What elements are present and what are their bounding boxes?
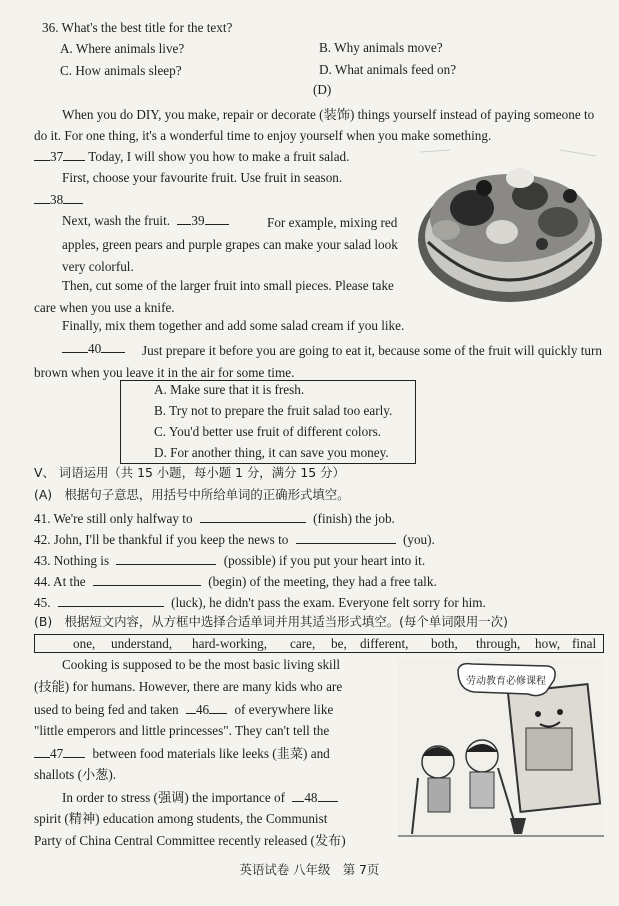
- q43-text-b: (possible) if you put your heart into it.: [223, 553, 426, 568]
- word-4: care,: [290, 636, 316, 651]
- paragraph-mixing: For example, mixing red apples, green pears and purple grapes can make your salad look very colorful.: [62, 215, 398, 274]
- word-7: both,: [431, 636, 458, 651]
- paragraph-37-text: Today, I will show you how to make a fruit salad.: [88, 149, 350, 164]
- blank-47-number: 47: [50, 746, 64, 761]
- paragraph-40-text: Just prepare it before you are going to eat it, because some of the fruit will quickly turn brown when you leave it in the air for some time.: [34, 343, 602, 380]
- passage-line-6: shallots (小葱).: [34, 767, 117, 782]
- line-38: [34, 191, 83, 209]
- choice-a: A. Make sure that it is fresh.: [154, 382, 305, 397]
- q43-text-a: 43. Nothing is: [34, 553, 110, 568]
- part-a-instructions: (A) 根据句子意思，用括号中所给单词的正确形式填空。: [34, 487, 350, 502]
- question-45: [34, 594, 486, 612]
- q45-text-b: (luck), he didn't pass the exam. Everyone felt sorry for him.: [171, 595, 486, 610]
- labor-education-cartoon: [398, 658, 604, 838]
- question-44: [34, 573, 437, 591]
- question-42: [34, 531, 435, 549]
- q36-option-d: D. What animals feed on?: [319, 62, 457, 77]
- choice-b: B. Try not to prepare the fruit salad too early.: [154, 403, 393, 418]
- passage-line-3-b: of everywhere like: [234, 702, 334, 717]
- page-footer: 英语试卷 八年级 第 7页: [239, 862, 380, 877]
- choice-c: C. You'd better use fruit of different colors.: [154, 424, 382, 439]
- blank-37-number: 37: [50, 149, 64, 164]
- q42-text-a: 42. John, I'll be thankful if you keep the news to: [34, 532, 289, 547]
- passage-line-7: [62, 789, 338, 807]
- q42-text-b: (you).: [402, 532, 435, 547]
- choice-d: D. For another thing, it can save you money.: [154, 445, 389, 460]
- paragraph-diy-intro: When you do DIY, you make, repair or decorate (装饰) things yourself instead of paying someone to do it. For one thing, it's a wonderful time to enjoy yourself when you make something.: [34, 107, 595, 143]
- question-43: [34, 552, 425, 570]
- word-8: through,: [476, 636, 521, 651]
- passage-line-2: (技能) for humans. However, there are many kids who are: [34, 679, 343, 694]
- paragraph-finally: Finally, mix them together and add some salad cream if you like.: [62, 318, 405, 333]
- word-9: how,: [535, 636, 561, 651]
- question-41: [34, 510, 395, 528]
- passage-line-5: [34, 745, 330, 763]
- word-1: one,: [73, 636, 96, 651]
- q41-text-b: (finish) the job.: [313, 511, 395, 526]
- choices-box: [120, 380, 416, 464]
- q36-option-a: A. Where animals live?: [60, 41, 185, 56]
- passage-line-3: [34, 701, 333, 719]
- line-37: [34, 148, 349, 166]
- paragraph-wash-text: Next, wash the fruit.: [62, 213, 171, 228]
- blank-40-number: 40: [88, 341, 102, 356]
- passage-line-3-a: used to being fed and taken: [34, 702, 179, 717]
- cartoon-sign: 劳动教育必修课程: [466, 676, 546, 687]
- fruit-salad-illustration: [410, 148, 606, 308]
- part-b-instructions: (B) 根据短文内容，从方框中选择合适单词并用其适当形式填空。(每个单词限用一次): [34, 614, 508, 629]
- word-2: understand,: [111, 636, 173, 651]
- passage-line-4: "little emperors and little princesses". They can't tell the: [34, 723, 330, 738]
- passage-line-7-a: In order to stress (强调) the importance of: [62, 790, 286, 805]
- passage-line-1: Cooking is supposed to be the most basic living skill: [62, 657, 341, 672]
- blank-48-number: 48: [304, 790, 318, 805]
- passage-line-5-b: between food materials like leeks (韭菜) and: [92, 746, 330, 761]
- q36-option-b: B. Why animals move?: [319, 40, 443, 55]
- word-10: final: [572, 636, 597, 651]
- section-d-label: (D): [313, 82, 332, 97]
- blank-38-number: 38: [50, 192, 64, 207]
- word-3: hard-working,: [192, 636, 268, 651]
- q41-text-a: 41. We're still only halfway to: [34, 511, 193, 526]
- q44-text-a: 44. At the: [34, 574, 86, 589]
- blank-39-number: 39: [191, 213, 205, 228]
- q44-text-b: (begin) of the meeting, they had a free talk.: [208, 574, 437, 589]
- paragraph-choose-fruit: First, choose your favourite fruit. Use fruit in season.: [62, 170, 343, 185]
- q36-option-c: C. How animals sleep?: [60, 63, 182, 78]
- q45-text-a: 45.: [34, 595, 51, 610]
- blank-46-number: 46: [195, 702, 210, 717]
- paragraph-cut-fruit: Then, cut some of the larger fruit into small pieces. Please take care when you use a knife.: [34, 278, 394, 315]
- section-v-heading: V、 词语运用（共 15 小题，每小题 1 分，满分 15 分）: [34, 465, 345, 480]
- q36-stem: 36. What's the best title for the text?: [42, 20, 233, 35]
- passage-line-9: Party of China Central Committee recently released (发布): [34, 833, 346, 848]
- word-6: different,: [360, 636, 409, 651]
- passage-line-8: spirit (精神) education among students, the Communist: [34, 811, 328, 826]
- word-5: be,: [331, 636, 347, 651]
- word-bank-box: [34, 634, 604, 653]
